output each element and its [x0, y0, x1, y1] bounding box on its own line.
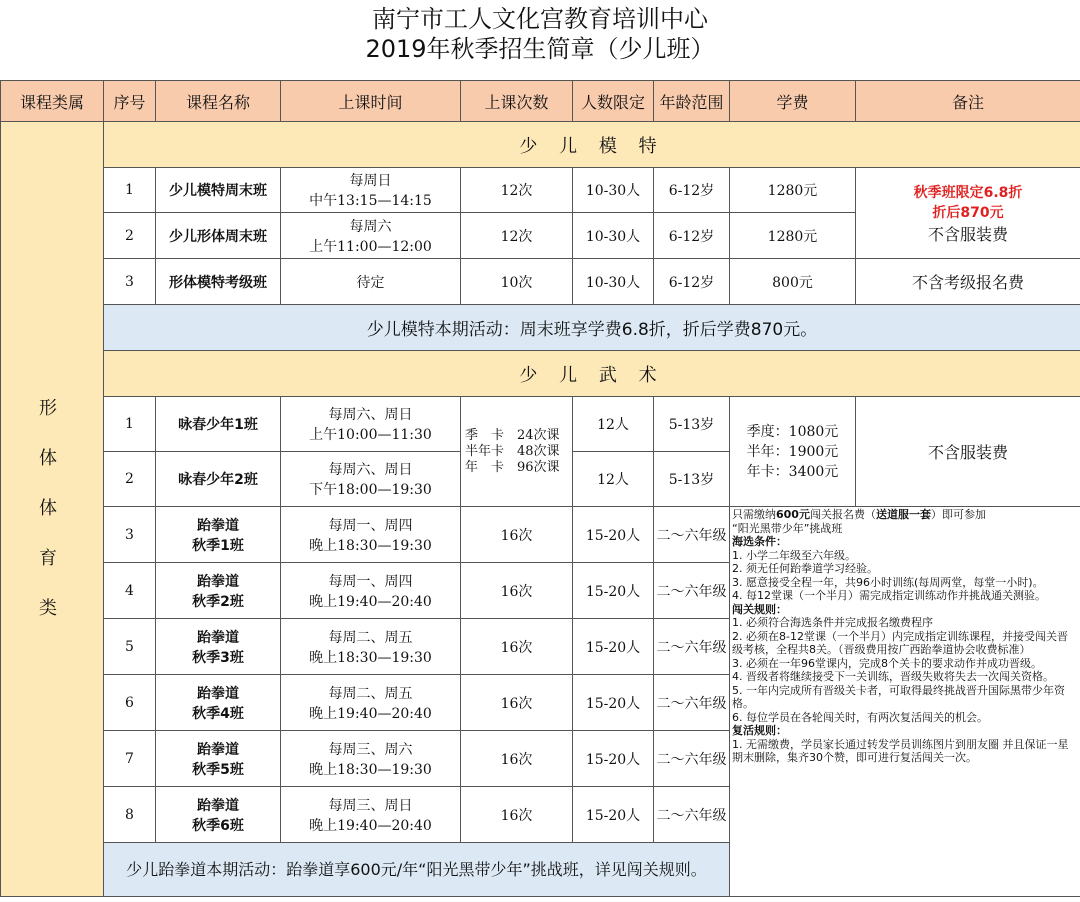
row-limit: 15-20人 [573, 507, 654, 563]
row-limit: 15-20人 [573, 619, 654, 675]
table-row [1, 168, 1080, 213]
row-time: 每周六 上午11:00—12:00 [281, 213, 461, 259]
category-cell: 形 体 体 育 类 [1, 122, 104, 897]
rules-intro-2: 闯关报名费（ [809, 508, 876, 521]
row-age: 二～六年级 [654, 507, 730, 563]
row-age: 二～六年级 [654, 563, 730, 619]
section-wushu [1, 351, 1080, 397]
row-name: 少儿形体周末班 [156, 213, 281, 259]
col-time: 上课时间 [281, 81, 461, 122]
row-age: 5-13岁 [654, 452, 730, 507]
row-limit: 10-30人 [573, 168, 654, 213]
row-fee: 1280元 [730, 168, 856, 213]
row-time: 每周三、周六 晚上18:30—19:30 [281, 731, 461, 787]
row-count: 16次 [461, 675, 573, 731]
row-time: 每周三、周日 晚上19:40—20:40 [281, 787, 461, 843]
col-age: 年龄范围 [654, 81, 730, 122]
row-time: 每周六、周日 上午10:00—11:30 [281, 397, 461, 452]
col-count: 上课次数 [461, 81, 573, 122]
page-title: 南宁市工人文化宫教育培训中心 [372, 5, 708, 33]
row-age: 二～六年级 [654, 675, 730, 731]
row-no: 3 [104, 507, 156, 563]
row-limit: 15-20人 [573, 731, 654, 787]
row-time: 每周日 中午13:15—14:15 [281, 168, 461, 213]
row-age: 二～六年级 [654, 619, 730, 675]
row-limit: 12人 [573, 452, 654, 507]
row-time: 每周一、周四 晚上18:30—19:30 [281, 507, 461, 563]
row-age: 二～六年级 [654, 787, 730, 843]
row-no: 1 [104, 168, 156, 213]
rules-intro-3: ）即可参加 “阳光黑带少年”挑战班 [732, 508, 986, 535]
row-no: 2 [104, 213, 156, 259]
row-name: 咏春少年2班 [156, 452, 281, 507]
row-count: 16次 [461, 787, 573, 843]
row-age: 二～六年级 [654, 731, 730, 787]
wushu-fees: 季度：1080元 半年：1900元 年卡：3400元 [730, 397, 856, 507]
model-note [856, 168, 1080, 259]
row-name: 跆拳道 秋季3班 [156, 619, 281, 675]
col-limit: 人数限定 [573, 81, 654, 122]
row-time: 每周二、周五 晚上19:40—20:40 [281, 675, 461, 731]
row-age: 6-12岁 [654, 213, 730, 259]
rules-revive: 1. 无需缴费，学员家长通过转发学员训练图片到朋友圈 并且保证一星期末删除，集齐30个赞，即可进行复活闯关一次。 [732, 737, 1069, 764]
wushu-note: 不含服装费 [856, 397, 1080, 507]
row-time: 待定 [281, 259, 461, 305]
col-no: 序号 [104, 81, 156, 122]
row-no: 1 [104, 397, 156, 452]
discount-note: 秋季班限定6.8折 [913, 184, 1023, 201]
page-subtitle: 2019年秋季招生简章（少儿班） [365, 35, 715, 63]
discount-price: 折后870元 [932, 204, 1004, 221]
no-costume-note: 不含服装费 [927, 224, 1008, 244]
row-age: 6-12岁 [654, 259, 730, 305]
table-row [1, 507, 1080, 563]
activity-text-model: 少儿模特本期活动：周末班享学费6.8折，折后学费870元。 [104, 305, 1080, 351]
row-name: 形体模特考级班 [156, 259, 281, 305]
row-name: 跆拳道 秋季1班 [156, 507, 281, 563]
table-header [1, 81, 1080, 122]
activity-model [1, 305, 1080, 351]
section-title-model: 少 儿 模 特 [104, 122, 1080, 168]
rules-intro: 只需缴纳 [732, 508, 776, 521]
row-no: 2 [104, 452, 156, 507]
table-row [1, 397, 1080, 452]
row-count: 16次 [461, 731, 573, 787]
rules-gift: 送道服一套 [875, 508, 931, 521]
rules-heading-revive: 复活规则： [732, 724, 787, 737]
activity-text-taekwondo: 少儿跆拳道本期活动：跆拳道享600元/年“阳光黑带少年”挑战班，详见闯关规则。 [104, 843, 730, 897]
row-count: 16次 [461, 507, 573, 563]
col-note: 备注 [856, 81, 1080, 122]
row-name: 少儿模特周末班 [156, 168, 281, 213]
row-no: 4 [104, 563, 156, 619]
rules-heading-levels: 闯关规则： [732, 602, 787, 616]
exam-fee-note: 不含考级报名费 [856, 259, 1080, 305]
row-no: 3 [104, 259, 156, 305]
row-name: 咏春少年1班 [156, 397, 281, 452]
section-model [1, 122, 1080, 168]
row-limit: 12人 [573, 397, 654, 452]
taekwondo-rules [730, 507, 1080, 897]
row-count: 12次 [461, 168, 573, 213]
col-category: 课程类属 [1, 81, 104, 122]
row-no: 8 [104, 787, 156, 843]
row-name: 跆拳道 秋季2班 [156, 563, 281, 619]
row-no: 5 [104, 619, 156, 675]
row-fee: 1280元 [730, 213, 856, 259]
section-title-wushu: 少 儿 武 术 [104, 351, 1080, 397]
row-age: 6-12岁 [654, 168, 730, 213]
table-row [1, 259, 1080, 305]
row-limit: 10-30人 [573, 259, 654, 305]
row-limit: 10-30人 [573, 213, 654, 259]
row-name: 跆拳道 秋季4班 [156, 675, 281, 731]
row-age: 5-13岁 [654, 397, 730, 452]
row-time: 每周一、周四 晚上19:40—20:40 [281, 563, 461, 619]
row-limit: 15-20人 [573, 787, 654, 843]
rules-fee: 600元 [776, 508, 810, 521]
card-options: 季 卡 24次课 半年卡 48次课 年 卡 96次课 [461, 397, 573, 507]
rules-audition: 1. 小学二年级至六年级。 2. 须无任何跆拳道学习经验。 3. 愿意接受全程一年，共96小时训练(每周两堂，每堂一小时)。 4. 每12堂课（一个半月）需完成指定训练动作并挑战通关测验。 [732, 548, 1046, 602]
col-fee: 学费 [730, 81, 856, 122]
row-time: 每周二、周五 晚上18:30—19:30 [281, 619, 461, 675]
row-no: 6 [104, 675, 156, 731]
row-count: 12次 [461, 213, 573, 259]
rules-heading-audition: 海选条件： [732, 535, 787, 548]
col-name: 课程名称 [156, 81, 281, 122]
row-count: 16次 [461, 619, 573, 675]
row-limit: 15-20人 [573, 563, 654, 619]
row-no: 7 [104, 731, 156, 787]
rules-levels: 1. 必须符合海选条件并完成报名缴费程序 2. 必须在8-12堂课（一个半月）内完成指定训练课程，并接受闯关晋级考核，全程共8关。（晋级费用按广西跆拳道协会收费标准） 3. 必须在一年96堂课内，完成8个关卡的要求动作并成功晋级。 4. 晋级者将继续接受下一关训练，晋级失败将失去一次闯关资格。 5. 一年内完成所有晋级关卡者，可取得最终挑战晋升国际黑带少年资格。 6. 每位学员在各轮闯关时，有两次复活闯关的机会。 [732, 616, 1068, 724]
row-fee: 800元 [730, 259, 856, 305]
row-count: 10次 [461, 259, 573, 305]
row-limit: 15-20人 [573, 675, 654, 731]
course-table [0, 80, 1080, 897]
row-count: 16次 [461, 563, 573, 619]
row-name: 跆拳道 秋季6班 [156, 787, 281, 843]
row-name: 跆拳道 秋季5班 [156, 731, 281, 787]
row-time: 每周六、周日 下午18:00—19:30 [281, 452, 461, 507]
